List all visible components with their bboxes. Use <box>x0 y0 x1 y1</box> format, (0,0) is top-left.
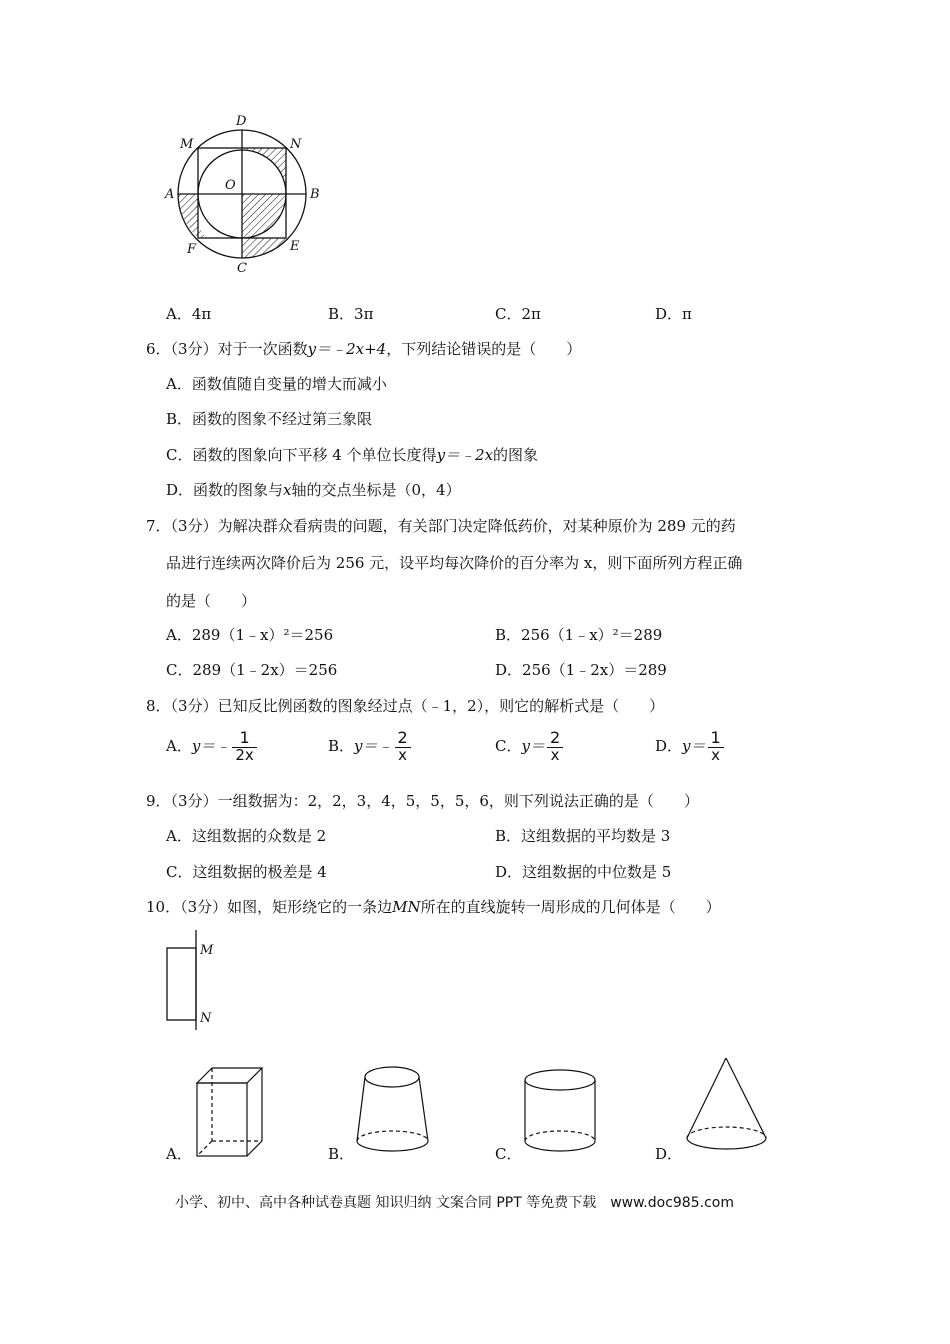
frustum-shape <box>357 1067 428 1151</box>
q6-stem-formula: y＝﹣2x+4 <box>307 340 387 358</box>
q8-option-a-lhs: y＝﹣ <box>191 736 231 755</box>
q8-option-a-numerator: 1 <box>232 730 256 748</box>
q8-option-c-denominator: x <box>550 745 560 764</box>
label-e: E <box>290 239 300 254</box>
q8-option-b-letter: B． <box>328 736 355 755</box>
q8-option-d-denominator: x <box>711 745 721 764</box>
label-d: D <box>236 114 247 129</box>
q5-option-d: D．π <box>655 305 692 323</box>
q5-option-b: B．3π <box>328 305 374 323</box>
q6-stem-tail: ，下列结论错误的是（ ） <box>386 340 582 358</box>
page-footer: 小学、初中、高中各种试卷真题 知识归纳 文案合同 PPT 等免费下载 www.doc985.com <box>175 1195 734 1211</box>
q8-option-d-lhs: y＝ <box>682 736 706 755</box>
label-m: M <box>180 137 194 152</box>
q7-option-d: D．256（1﹣2x）＝289 <box>495 661 667 679</box>
label-o: O <box>225 178 236 193</box>
q6-option-c-formula: y＝﹣2x <box>436 446 494 464</box>
q6-option-d-tail: 轴的交点坐标是（0，4） <box>291 481 461 499</box>
q9-option-d: D．这组数据的中位数是 5 <box>495 863 672 881</box>
q8-option-b-numerator: 2 <box>395 730 411 748</box>
q8-stem: 8．（3分）已知反比例函数的图象经过点（﹣1，2），则它的解析式是（ ） <box>146 697 665 715</box>
q7-option-c: C．289（1﹣2x）＝256 <box>166 661 338 679</box>
q8-option-c-lhs: y＝ <box>521 736 545 755</box>
q7-option-a: A．289（1﹣x）²＝256 <box>166 626 334 644</box>
q10-stem-text: 10．（3分）如图，矩形绕它的一条边 <box>146 898 393 916</box>
q6-option-a: A．函数值随自变量的增大而减小 <box>166 375 387 393</box>
label-n-q10: N <box>200 1011 212 1026</box>
label-n: N <box>290 137 302 152</box>
q6-stem-text: 6．（3分）对于一次函数 <box>146 340 308 358</box>
label-m-q10: M <box>200 943 214 958</box>
q6-option-d-var: x <box>283 481 292 499</box>
q10-stem-var: MN <box>392 898 421 916</box>
q8-option-c-letter: C． <box>495 736 522 755</box>
label-a: A <box>165 187 175 202</box>
cylinder-shape <box>525 1070 595 1151</box>
label-b: B <box>310 187 320 202</box>
q9-option-a: A．这组数据的众数是 2 <box>166 827 327 845</box>
q10-option-d: D． <box>655 1145 683 1163</box>
q5-option-c: C．2π <box>495 305 541 323</box>
q10-stem-tail: 所在的直线旋转一周形成的几何体是（ ） <box>420 898 721 916</box>
prism-shape <box>197 1068 262 1156</box>
label-c: C <box>237 261 247 276</box>
q6-option-c-text: C．函数的图象向下平移 4 个单位长度得 <box>166 446 437 464</box>
q8-option-b-denominator: x <box>398 745 408 764</box>
label-f: F <box>187 242 197 257</box>
q7-stem-line2: 品进行连续两次降价后为 256 元，设平均每次降价的百分率为 x，则下面所列方程正确 <box>166 554 743 572</box>
q7-option-b: B．256（1﹣x）²＝289 <box>495 626 663 644</box>
q8-option-a-letter: A． <box>166 736 192 755</box>
q8-option-d-numerator: 1 <box>708 730 724 748</box>
q9-stem: 9．（3分）一组数据为：2，2，3，4，5，5，5，6，则下列说法正确的是（ ） <box>146 792 699 810</box>
q8-option-c-numerator: 2 <box>547 730 563 748</box>
q7-stem-line1: 7．（3分）为解决群众看病贵的问题，有关部门决定降低药价，对某种原价为 289 元的药 <box>146 517 736 535</box>
q6-option-b: B．函数的图象不经过第三象限 <box>166 410 373 428</box>
q10-option-b: B． <box>328 1145 355 1163</box>
q8-option-d-letter: D． <box>655 736 683 755</box>
q6-option-c-tail: 的图象 <box>493 446 539 464</box>
q9-option-b: B．这组数据的平均数是 3 <box>495 827 671 845</box>
q7-stem-line3: 的是（ ） <box>166 592 257 610</box>
rectangle <box>167 948 196 1020</box>
q6-option-d-text: D．函数的图象与 <box>166 481 284 499</box>
cone-shape <box>687 1058 766 1149</box>
q5-option-a: A．4π <box>166 305 212 323</box>
q10-option-a: A． <box>166 1145 192 1163</box>
q8-option-a-denominator: 2x <box>235 745 254 764</box>
q8-option-b-lhs: y＝﹣ <box>354 736 393 755</box>
q9-option-c: C．这组数据的极差是 4 <box>166 863 327 881</box>
q10-option-c: C． <box>495 1145 522 1163</box>
